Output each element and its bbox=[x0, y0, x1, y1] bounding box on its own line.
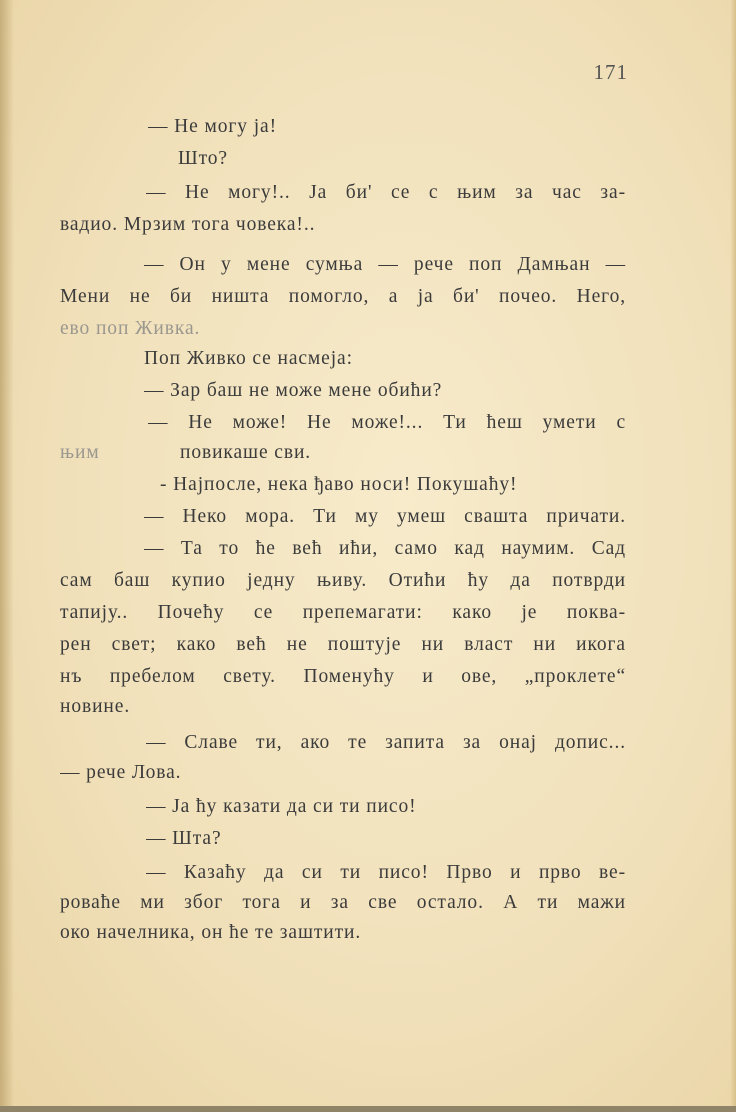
text-line: њим bbox=[60, 442, 100, 463]
text-line: повикаше сви. bbox=[180, 442, 312, 463]
text-line: вадио. Мрзим тога човека!.. bbox=[60, 214, 316, 235]
page-left-shadow bbox=[0, 0, 14, 1112]
text-line: око начелника, он ће те заштити. bbox=[60, 922, 362, 943]
page-bottom-edge bbox=[0, 1106, 736, 1112]
text-line: Поп Живко се насмеја: bbox=[144, 348, 353, 369]
text-line: новине. bbox=[60, 696, 131, 717]
text-line: — Он у мене сумња — рече поп Дамњан — bbox=[144, 254, 626, 275]
text-line: ево поп Живка. bbox=[60, 318, 201, 339]
text-line: сам баш купио једну њиву. Отићи ћу да потврди bbox=[60, 570, 626, 591]
text-line: тапију.. Почећу се препемагати: како је поква- bbox=[60, 602, 626, 623]
text-line: — Не може! Не може!... Ти ћеш умети с bbox=[148, 412, 626, 433]
text-line: роваће ми због тога и за све остало. А ти мажи bbox=[60, 892, 626, 913]
text-line: — Зар баш не може мене обићи? bbox=[144, 380, 443, 401]
text-line: — Шта? bbox=[146, 828, 222, 849]
text-line: — Та то ће већ ићи, само кад наумим. Сад bbox=[144, 538, 626, 559]
text-line: Што? bbox=[178, 148, 228, 169]
text-line: — Ја ћу казати да си ти писо! bbox=[146, 796, 417, 817]
page-right-shadow bbox=[730, 0, 736, 1112]
text-line: — Не могу ја! bbox=[148, 116, 277, 137]
text-line: — Славе ти, ако те запита за онај допис... bbox=[146, 732, 626, 753]
text-line: — Неко мора. Ти му умеш свашта причати. bbox=[144, 506, 626, 527]
text-line: Мени не би ништа помогло, а ја би' почео. Него, bbox=[60, 286, 626, 307]
page-number: 171 bbox=[593, 60, 628, 84]
text-line: рен свет; како већ не поштује ни власт ни икога bbox=[60, 634, 626, 655]
text-line: нъ пребелом свету. Поменућу и ове, „проклете“ bbox=[60, 666, 626, 687]
text-line: - Најпосле, нека ђаво носи! Покушаћу! bbox=[160, 474, 518, 495]
text-line: — Казаћу да си ти писо! Прво и прво ве- bbox=[146, 862, 626, 883]
text-line: — Не могу!.. Ја би' се с њим за час за- bbox=[146, 182, 626, 203]
text-line: — рече Лова. bbox=[60, 762, 182, 783]
